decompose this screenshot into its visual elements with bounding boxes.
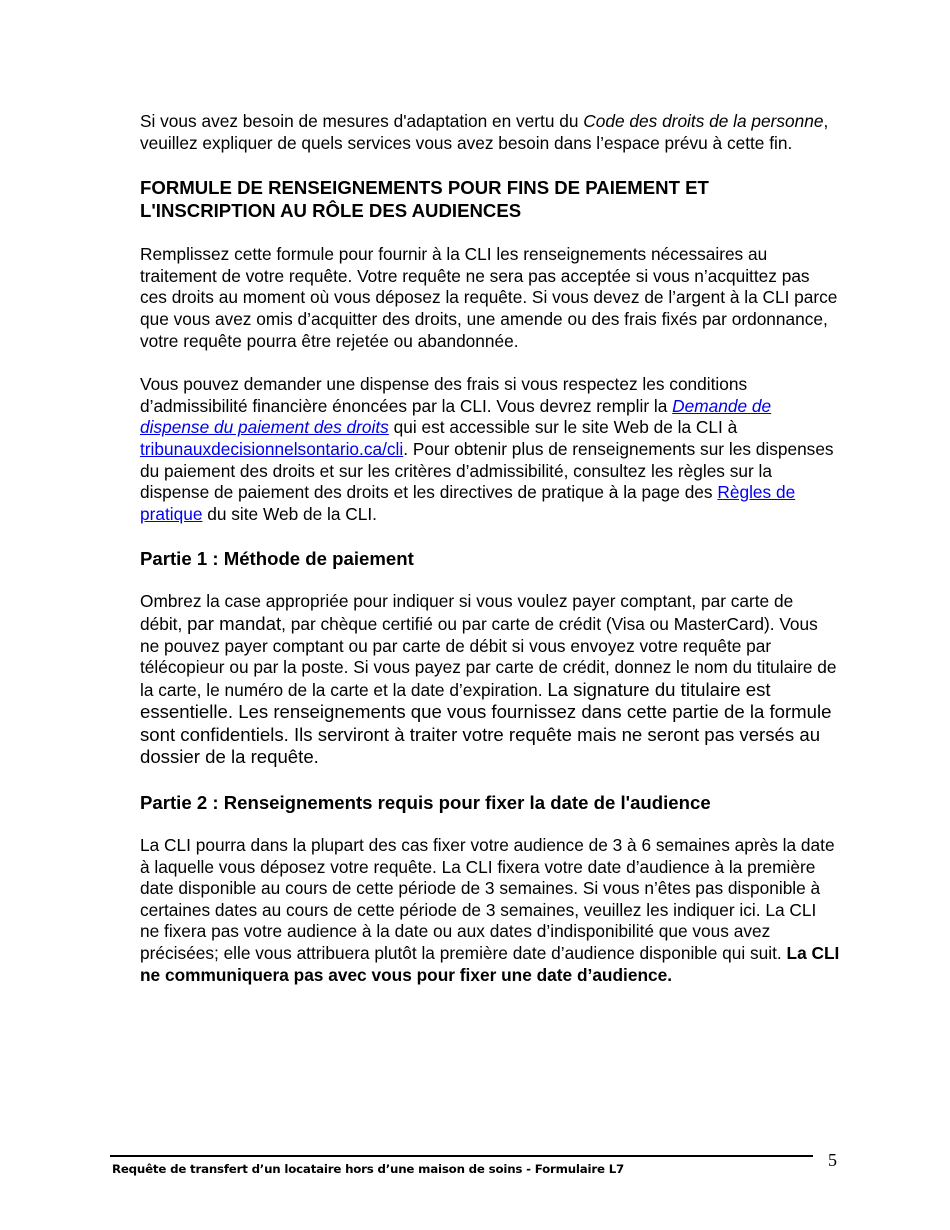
part2-paragraph: La CLI pourra dans la plupart des cas fixer votre audience de 3 à 6 semaines après la date à laquelle vous déposez votre requête. La CLI fixera votre date d’audience à la première date disponible au cours de cette période de 3 semaines. Si vous n’êtes pas disponible à certaines dates au cours de cette période de 3 semaines, veuillez les indiquer ici. La CLI ne fixera pas votre audience à la date ou aux dates d’indisponibilité que vous avez précisées; elle vous attribuera plutôt la première date d’audience disponible qui suit. La CLI ne communiquera pas avec vous pour fixer une date d’audience. xyxy=(140,835,840,985)
intro-paragraph: Si vous avez besoin de mesures d'adaptation en vertu du Code des droits de la personne, veuillez expliquer de quels services vous avez besoin dans l’espace prévu à cette fin. xyxy=(140,111,829,153)
intro-code-title: Code des droits de la personne xyxy=(583,111,824,131)
part1-heading: Partie 1 : Méthode de paiement xyxy=(140,548,414,570)
section-heading: FORMULE DE RENSEIGNEMENTS POUR FINS DE PAIEMENT ET L'INSCRIPTION AU RÔLE DES AUDIENCES xyxy=(140,177,709,222)
waiver-paragraph: Vous pouvez demander une dispense des frais si vous respectez les conditions d’admissibilité financière énoncées par la CLI. Vous devrez remplir la Demande de dispense du paiement des droits qui est accessible sur le site Web de la CLI à tribunauxdecisionnelsontario.ca/cli. Pour obtenir plus de renseignements sur les dispenses du paiement des droits et sur les critères d’admissibilité, consultez les règles sur la dispense de paiement des droits et les directives de pratique à la page des Règles de pratique du site Web de la CLI. xyxy=(140,374,834,524)
footer-rule xyxy=(110,1155,813,1157)
part2-bold-note: La CLI ne communiquera pas avec vous pour fixer une date d’audience. xyxy=(140,943,840,985)
waiver-form-link[interactable]: Demande de dispense du paiement des droits xyxy=(140,395,772,438)
part2-heading: Partie 2 : Renseignements requis pour fixer la date de l'audience xyxy=(140,792,711,814)
page-number: 5 xyxy=(828,1150,837,1170)
practice-rules-link[interactable]: Règles de pratique xyxy=(140,482,796,524)
document-body xyxy=(140,111,840,986)
website-link[interactable]: tribunauxdecisionnelsontario.ca/cli xyxy=(140,438,404,459)
fill-paragraph: Remplissez cette formule pour fournir à la CLI les renseignements nécessaires au traitement de votre requête. Votre requête ne sera pas acceptée si vous n’acquittez pas ces droits au moment où vous déposez la requête. Si vous devez de l’argent à la CLI parce que vous avez omis d’acquitter des droits, une amende ou des frais fixés par ordonnance, votre requête pourra être rejetée ou abandonnée. xyxy=(140,244,838,351)
footer-title: Requête de transfert d’un locataire hors d’une maison de soins - Formulaire L7 xyxy=(112,1162,625,1176)
part1-paragraph: Ombrez la case appropriée pour indiquer si vous voulez payer comptant, par carte de débit, par mandat, par chèque certifié ou par carte de crédit (Visa ou MasterCard). Vous ne pouvez payer comptant ou par carte de débit si vous envoyez votre requête par télécopieur ou par la poste. Si vous payez par carte de crédit, donnez le nom du titulaire de la carte, le numéro de la carte et la date d’expiration. La signature du titulaire est essentielle. Les renseignements que vous fournissez dans cette partie de la formule sont confidentiels. Ils serviront à traiter votre requête mais ne seront pas versés au dossier de la requête. xyxy=(140,591,837,768)
